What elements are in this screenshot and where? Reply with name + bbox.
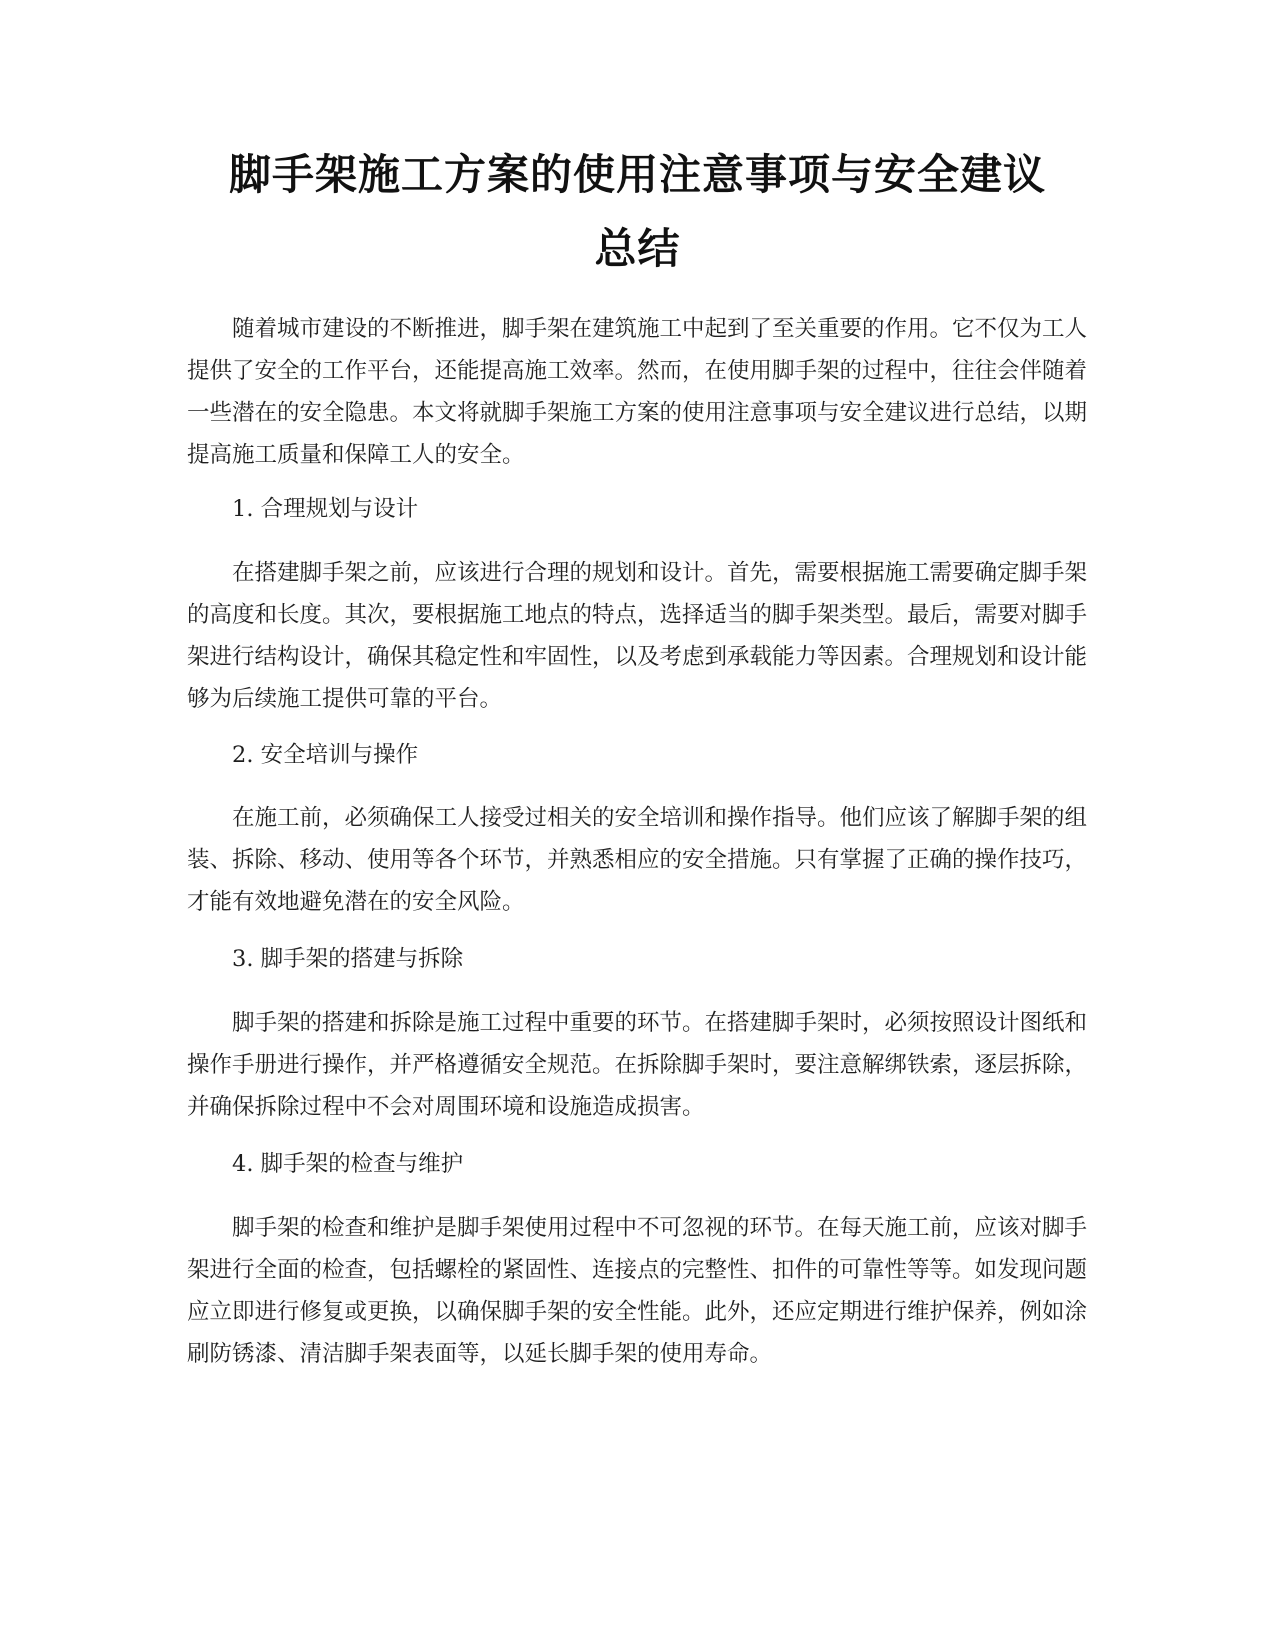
title-line-1: 脚手架施工方案的使用注意事项与安全建议: [228, 150, 1046, 199]
section-heading-3: 3. 脚手架的搭建与拆除: [232, 946, 464, 972]
section-body-1: 在搭建脚手架之前，应该进行合理的规划和设计。首先，需要根据施工需要确定脚手架的高度和长度。其次，要根据施工地点的特点，选择适当的脚手架类型。最后，需要对脚手架进行结构设计，确保其稳定性和牢固性，以及考虑到承载能力等因素。合理规划和设计能够为后续施工提供可靠的平台。: [187, 560, 1088, 712]
document-title: [150, 138, 1125, 286]
section-body-3: 脚手架的搭建和拆除是施工过程中重要的环节。在搭建脚手架时，必须按照设计图纸和操作手册进行操作，并严格遵循安全规范。在拆除脚手架时，要注意解绑铁索，逐层拆除，并确保拆除过程中不会对周围环境和设施造成损害。: [187, 1010, 1088, 1120]
title-line-2: 总结: [594, 224, 681, 273]
section-heading-1: 1. 合理规划与设计: [232, 496, 419, 522]
section-heading-4: 4. 脚手架的检查与维护: [232, 1151, 464, 1177]
section-body-4: 脚手架的检查和维护是脚手架使用过程中不可忽视的环节。在每天施工前，应该对脚手架进行全面的检查，包括螺栓的紧固性、连接点的完整性、扣件的可靠性等等。如发现问题应立即进行修复或更换，以确保脚手架的安全性能。此外，还应定期进行维护保养，例如涂刷防锈漆、清洁脚手架表面等，以延长脚手架的使用寿命。: [187, 1215, 1088, 1367]
section-body-2: 在施工前，必须确保工人接受过相关的安全培训和操作指导。他们应该了解脚手架的组装、拆除、移动、使用等各个环节，并熟悉相应的安全措施。只有掌握了正确的操作技巧，才能有效地避免潜在的安全风险。: [187, 805, 1088, 915]
section-heading-2: 2. 安全培训与操作: [232, 742, 419, 768]
intro-paragraph: 随着城市建设的不断推进，脚手架在建筑施工中起到了至关重要的作用。它不仅为工人提供了安全的工作平台，还能提高施工效率。然而，在使用脚手架的过程中，往往会伴随着一些潜在的安全隐患。本文将就脚手架施工方案的使用注意事项与安全建议进行总结，以期提高施工质量和保障工人的安全。: [187, 316, 1088, 468]
